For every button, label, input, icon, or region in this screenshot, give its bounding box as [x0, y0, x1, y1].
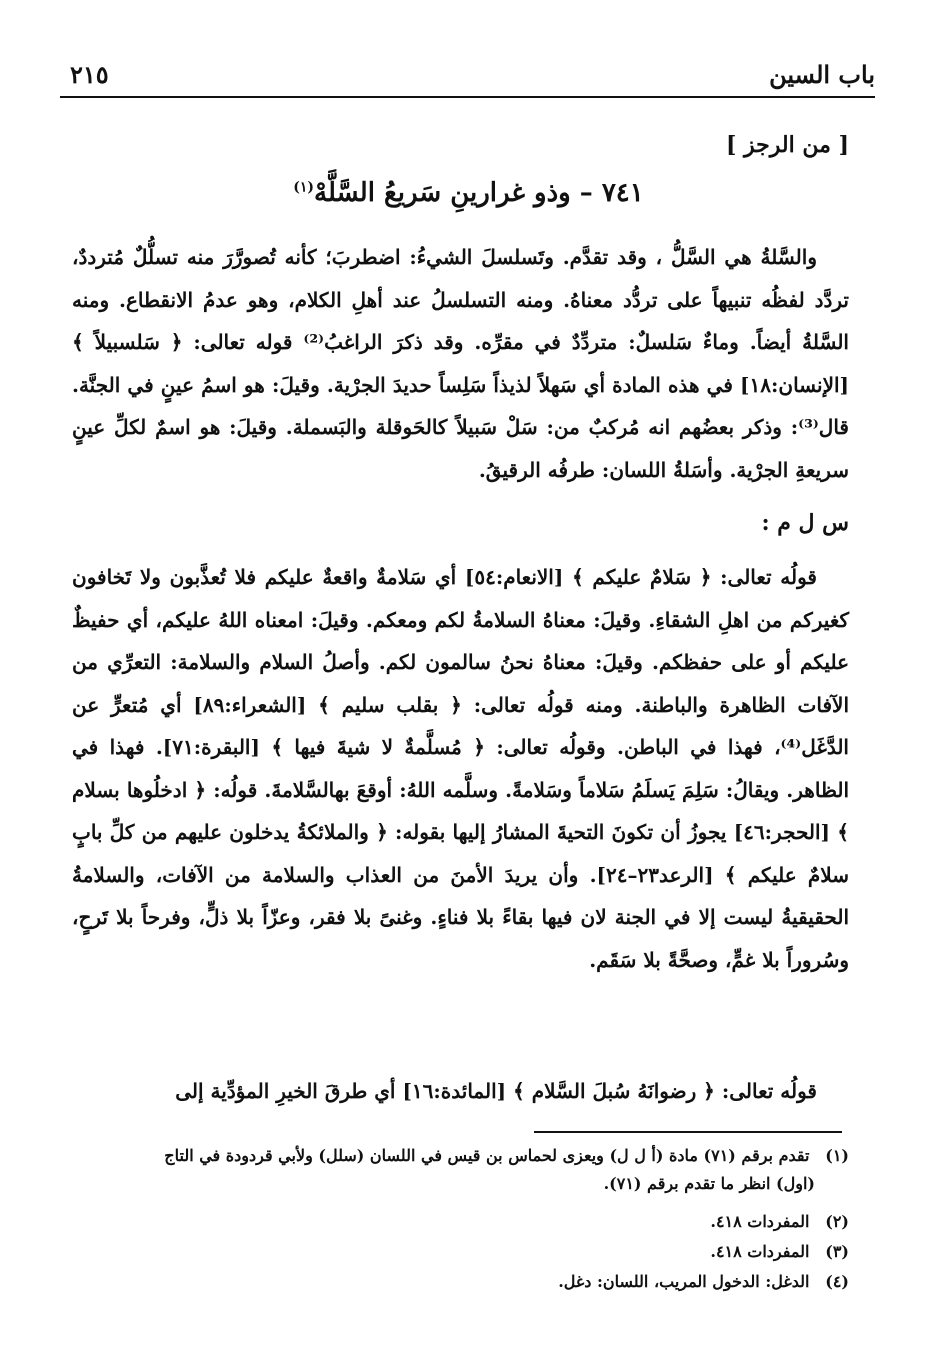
- verse-heading: [100, 178, 837, 208]
- paragraph-salla: والسَّلةُ هي السَّلُّ ، وقد تقدَّم. وتَسلسلَ الشيءُ: اضطربَ؛ كأنه تُصورَّرَ منه تسلُّلٌ مُترددٌ، تردَّد لفظُه تنبيهاً على تردُّد معناهُ. ومنه التسلسلُ عند أهلِ الكلام، وهو عدمُ الانقطاع. ومنه السَّلةُ أيضاً. وماءٌ سَلسلٌ: متردِّدٌ في مقرِّه. وقد ذكرَ الراغبُ⁽²⁾ قوله تعالى: ﴿ سَلسبيلاً ﴾ [الإنسان:١٨] في هذه المادة أي سَهلاً لذيذاً سَلِساً حديدَ الجرْية. وقيلَ: هو اسمُ عينٍ في الجنَّة. قال⁽³⁾: وذكر بعضُهم انه مُركبٌ من: سَلْ سَبيلاً كالحَوقلة والبَسملة. وقيلَ: هو اسمٌ لكلِّ عينٍ سريعةِ الجرْية. وأسَلةُ اللسان: طرفُه الرقيقُ.: [72, 245, 850, 482]
- footnote-text: المفردات ٤١٨.: [710, 1212, 810, 1231]
- paragraph-subul: قولُه تعالى: ﴿ رضوانَهُ سُبلَ السَّلام ﴾ [المائدة:١٦] أي طرقَ الخيرِ المؤدِّية إلى: [175, 1079, 817, 1103]
- verse-text: ٧٤١ – وذو غرارينِ سَريعُ السَّلَّهْ: [314, 178, 644, 208]
- paragraph-salam: قولُه تعالى: ﴿ سَلامٌ عليكم ﴾ [الانعام:٥٤] أي سَلامةٌ واقعةٌ عليكم فلا تُعذَّبون ولا تَخافون كغيركم من اهلِ الشقاءِ. وقيلَ: معناهُ السلامةُ لكم ومعكم. وقيلَ: امعناه اللهُ عليكم، أي حفيظٌ عليكم أو على حفظكم. وقيلَ: معناهُ نحنُ سالمون لكم. وأصلُ السلام والسلامة: التعرِّي من الآفات الظاهرة والباطنة. ومنه قولُه تعالى: ﴿ بقلب سليم ﴾ [الشعراء:٨٩] أي مُتعرٍّ عن الدَّغَل⁽⁴⁾، فهذا في الباطن. وقولُه تعالى: ﴿ مُسلَّمةٌ لا شيةَ فيها ﴾ [البقرة:٧١]. فهذا في الظاهر. ويقالُ: سَلِمَ يَسلَمُ سَلاماً وسَلامةً. وسلَّمه اللهُ: أوقعَ بهالسَّلامةَ. قولُه: ﴿ ادخلُوها بسلام ﴾ [الحجر:٤٦] يجوزُ أن تكونَ التحيةَ المشارُ إليها بقوله: ﴿ والملائكةُ يدخلون عليهم من كلِّ بابٍ سلامٌ عليكم ﴾ [الرعد٢٣–٢٤]. وأن يريدَ الأمنَ من العذاب والسلامة من الآفات، والسلامةُ الحقيقيةُ ليست إلا في الجنة لان فيها بقاءً بلا فناءٍ. وغنىً بلا فقر، وعزّاً بلا ذلٍّ، وفرحاً بلا تَرحٍ، وسُروراً بلا غمٍّ، وصحَّةً بلا سَقَم.: [72, 565, 850, 972]
- footnote-number: (٣): [825, 1242, 849, 1261]
- page-number: ٢١٥: [70, 60, 109, 89]
- footnote-divider: [534, 1131, 842, 1133]
- footnote-number: (٤): [825, 1272, 849, 1291]
- footnote-text: المفردات ٤١٨.: [710, 1242, 810, 1261]
- chapter-title: باب السين: [769, 60, 875, 89]
- footnote: [88, 1142, 849, 1198]
- section-heading: س ل م :: [761, 510, 849, 536]
- running-header: [60, 52, 875, 98]
- footnote-text: الدغل: الدخول المريب، اللسان: دغل.: [558, 1272, 810, 1291]
- footnote-ref: (١): [293, 179, 315, 196]
- footnote-text: تقدم برقم (٧١) مادة (أ ل ل) ويعزى لحماس بن قيس في اللسان (سلل) ولأبي قردودة في التاج: [164, 1146, 810, 1165]
- footnote-number: (١): [825, 1146, 849, 1165]
- footnote-continuation: (اول) انظر ما تقدم برقم (٧١).: [603, 1174, 815, 1193]
- meter-label: [ من الرجز ]: [725, 132, 849, 158]
- footnote-number: (٢): [825, 1212, 849, 1231]
- footnote: [88, 1268, 849, 1296]
- footnote: [88, 1238, 849, 1266]
- footnote: [88, 1208, 849, 1236]
